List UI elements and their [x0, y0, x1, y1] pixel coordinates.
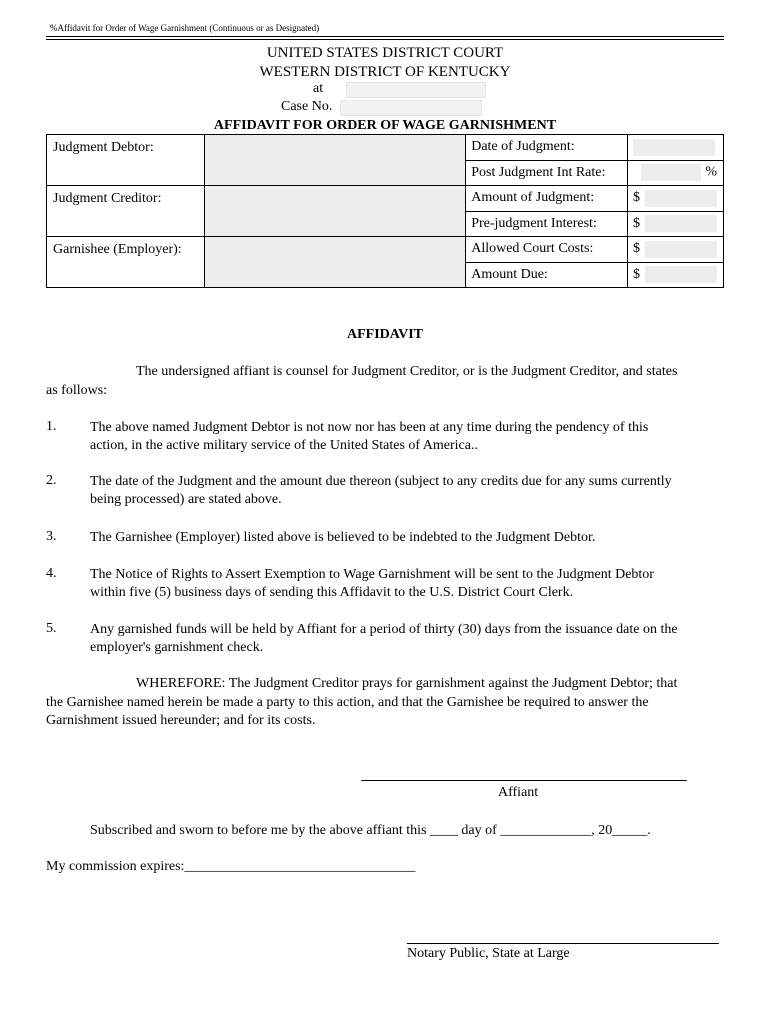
court-district: WESTERN DISTRICT OF KENTUCKY	[259, 64, 511, 80]
header-note: %Affidavit for Order of Wage Garnishment (Continuous or as Designated)	[50, 23, 320, 33]
at-label: at	[313, 81, 324, 96]
wherefore-line: WHEREFORE: The Judgment Creditor prays for garnishment against the Judgment Debtor; that	[136, 676, 678, 691]
affidavit-item: The Garnishee (Employer) listed above is believed to be indebted to the Judgment Debtor.	[90, 530, 596, 545]
item-number: 4.	[46, 566, 57, 581]
court-name: UNITED STATES DISTRICT COURT	[266, 45, 504, 61]
case-number-field[interactable]	[340, 100, 482, 116]
intro-line: as follows:	[46, 383, 108, 398]
header-rule	[46, 39, 724, 40]
amount-of-judgment-label: Amount of Judgment:	[466, 186, 628, 212]
judgment-debtor-label: Judgment Debtor:	[47, 135, 205, 186]
notary-label: Notary Public, State at Large	[407, 946, 570, 961]
wherefore-line: Garnishment issued hereunder; and for its costs.	[46, 713, 316, 728]
allowed-costs-field[interactable]: $	[628, 237, 724, 263]
header-rule	[46, 36, 724, 37]
amount-due-label: Amount Due:	[466, 262, 628, 288]
division-field[interactable]	[346, 82, 486, 98]
document-title: AFFIDAVIT FOR ORDER OF WAGE GARNISHMENT	[213, 118, 557, 133]
affidavit-heading: AFFIDAVIT	[347, 327, 423, 342]
amount-of-judgment-field[interactable]: $	[628, 186, 724, 212]
garnishee-label: Garnishee (Employer):	[47, 237, 205, 288]
allowed-costs-label: Allowed Court Costs:	[466, 237, 628, 263]
judgment-info-table	[46, 134, 724, 288]
date-of-judgment-label: Date of Judgment:	[466, 135, 628, 161]
case-label: Case No.	[281, 99, 333, 114]
percent-sign: %	[705, 164, 717, 180]
affidavit-item: The Notice of Rights to Assert Exemption to Wage Garnishment will be sent to the Judgment Debtor within five (5) business days of sending this Affidavit to the U.S. District Court Clerk.	[90, 567, 654, 600]
item-number: 1.	[46, 419, 57, 434]
item-number: 3.	[46, 529, 57, 544]
date-of-judgment-field[interactable]	[628, 135, 724, 161]
judgment-creditor-label: Judgment Creditor:	[47, 186, 205, 237]
subscribed-line: Subscribed and sworn to before me by the above affiant this ____ day of _____________, 20_____.	[90, 823, 651, 838]
amount-due-field[interactable]: $	[628, 262, 724, 288]
judgment-debtor-field[interactable]	[204, 135, 465, 186]
affidavit-item: The date of the Judgment and the amount due thereon (subject to any credits due for any sums currently being processed) are stated above.	[90, 474, 672, 507]
item-number: 2.	[46, 473, 57, 488]
item-number: 5.	[46, 621, 57, 636]
affidavit-item: Any garnished funds will be held by Affiant for a period of thirty (30) days from the issuance date on the employer's garnishment check.	[90, 622, 678, 655]
post-judgment-rate-field[interactable]	[628, 160, 724, 186]
garnishee-field[interactable]	[204, 237, 465, 288]
judgment-creditor-field[interactable]	[204, 186, 465, 237]
wherefore-line: the Garnishee named herein be made a party to this action, and that the Garnishee be required to answer the	[46, 695, 649, 710]
affiant-label: Affiant	[498, 785, 539, 800]
commission-line: My commission expires:_________________________________	[46, 859, 416, 874]
prejudgment-interest-field[interactable]: $	[628, 211, 724, 237]
affiant-signature-line[interactable]	[361, 780, 687, 781]
post-judgment-rate-label: Post Judgment Int Rate:	[466, 160, 628, 186]
prejudgment-interest-label: Pre-judgment Interest:	[466, 211, 628, 237]
affidavit-item: The above named Judgment Debtor is not now nor has been at any time during the pendency of this action, in the active military service of the United States of America..	[90, 420, 649, 453]
notary-signature-line[interactable]	[407, 943, 719, 944]
intro-line: The undersigned affiant is counsel for Judgment Creditor, or is the Judgment Creditor, and states	[136, 364, 678, 379]
